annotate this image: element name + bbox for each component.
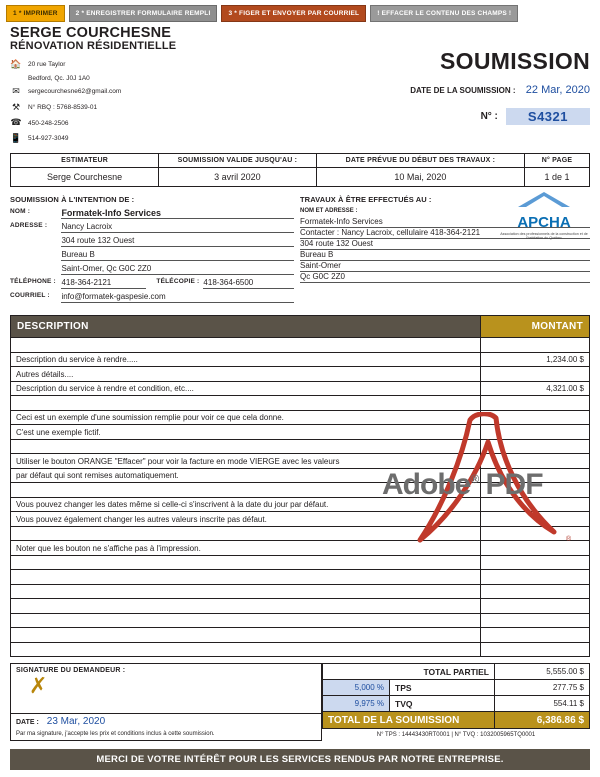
client-adresse-line2[interactable]: 304 route 132 Ouest <box>61 236 294 247</box>
item-amount[interactable] <box>481 555 590 570</box>
tvq-value: 554.11 $ <box>495 696 590 712</box>
item-amount[interactable] <box>481 541 590 556</box>
items-amount-header: MONTANT <box>481 315 590 338</box>
item-description[interactable] <box>11 555 481 570</box>
watermark-registered-mark: ® <box>470 472 479 486</box>
item-description[interactable]: Autres détails.... <box>11 367 481 382</box>
client-nom-row <box>10 207 294 221</box>
freeze-and-email-button[interactable]: 3 * FIGER ET ENVOYER PAR COURRIEL <box>221 5 366 22</box>
watermark-pdf-text: PDF <box>485 468 543 501</box>
client-adresse-row-2 <box>10 235 294 249</box>
item-amount[interactable] <box>481 628 590 643</box>
col-valid-until: SOUMISSION VALIDE JUSQU'AU : <box>159 153 317 167</box>
signature-block <box>10 663 322 741</box>
item-description[interactable] <box>11 439 481 454</box>
signature-mark[interactable]: ✗ <box>29 673 48 699</box>
submission-date-value[interactable]: 22 Mar, 2020 <box>525 84 590 96</box>
item-description[interactable] <box>11 599 481 614</box>
client-telecopie-value[interactable]: 418-364-6500 <box>203 278 294 289</box>
works-line-3[interactable]: 304 route 132 Ouest <box>300 239 590 250</box>
subtotal-value: 5,555.00 $ <box>495 664 590 680</box>
address-line1: 20 rue Taylor <box>28 60 66 68</box>
client-phone-row <box>10 277 294 291</box>
client-adresse-line4[interactable]: Saint-Omer, Qc G0C 2Z0 <box>61 264 294 275</box>
phone-value: 450-248-2506 <box>28 119 69 127</box>
works-line-4[interactable]: Bureau B <box>300 250 590 261</box>
item-amount[interactable] <box>481 425 590 440</box>
phone-icon: ☎ <box>10 117 22 128</box>
totals-block <box>322 663 590 741</box>
item-amount[interactable] <box>481 613 590 628</box>
item-amount[interactable] <box>481 497 590 512</box>
item-description[interactable] <box>11 613 481 628</box>
submission-date-row <box>290 84 590 96</box>
client-form <box>10 207 294 305</box>
table-row <box>11 613 590 628</box>
summary-table <box>10 153 590 187</box>
signature-date-value[interactable]: 23 Mar, 2020 <box>46 716 106 728</box>
item-description[interactable]: Vous pouvez changer les dates même si celle-ci s'inscrivent à la date du jour par défaut. <box>11 497 481 512</box>
works-line-6[interactable]: Qc G0C 2Z0 <box>300 272 590 283</box>
item-description[interactable]: Description du service à rendre et condition, etc.... <box>11 381 481 396</box>
roof-icon <box>517 191 571 209</box>
email-value[interactable]: sergecourchesne62@gmail.com <box>28 88 122 96</box>
tools-icon: ⚒ <box>11 101 21 112</box>
client-block <box>10 195 300 305</box>
item-amount[interactable] <box>481 526 590 541</box>
save-filled-form-button[interactable]: 2 * ENREGISTRER FORMULAIRE REMPLI <box>69 5 218 22</box>
signature-date-label: DATE : <box>16 719 39 727</box>
summary-value-row <box>11 167 590 186</box>
table-row <box>11 497 590 512</box>
table-row <box>11 555 590 570</box>
client-telecopie-label: TÉLÉCOPIE : <box>156 278 200 286</box>
item-amount[interactable] <box>481 570 590 585</box>
item-amount[interactable] <box>481 367 590 382</box>
item-description[interactable] <box>11 584 481 599</box>
client-nom-value[interactable]: Formatek-Info Services <box>61 208 294 219</box>
subtotal-row <box>323 664 590 680</box>
item-description[interactable]: Description du service à rendre..... <box>11 352 481 367</box>
apcha-logo-text: APCHA <box>517 213 571 231</box>
item-amount[interactable]: 1,234.00 $ <box>481 352 590 367</box>
item-amount[interactable] <box>481 468 590 483</box>
table-row <box>11 439 590 454</box>
clear-fields-button[interactable]: ! EFFACER LE CONTENU DES CHAMPS ! <box>370 5 518 22</box>
table-row <box>11 483 590 498</box>
item-description[interactable]: Vous pouvez également changer les autres valeurs inscrite pas défaut. <box>11 512 481 527</box>
item-description[interactable]: par défaut qui sont remises automatiquement. <box>11 468 481 483</box>
subtotal-label: TOTAL PARTIEL <box>323 664 495 680</box>
item-amount[interactable] <box>481 439 590 454</box>
table-row <box>11 454 590 469</box>
item-description[interactable] <box>11 338 481 353</box>
grand-total-label: TOTAL DE LA SOUMISSION <box>323 712 495 729</box>
registration-numbers: N° TPS : 14443430RT0001 | N° TVQ : 1032005965TQ0001 <box>376 732 536 739</box>
apcha-logo <box>498 191 590 241</box>
item-description[interactable]: Utiliser le bouton ORANGE "Effacer" pour voir la facture en mode VIERGE avec les valeurs <box>11 454 481 469</box>
item-description[interactable] <box>11 570 481 585</box>
table-row <box>11 526 590 541</box>
tvq-label: TVQ <box>390 696 495 712</box>
submission-number-row <box>290 108 590 125</box>
address-line2: Bedford, Qc. J0J 1A0 <box>28 74 90 82</box>
col-start-date: DATE PRÉVUE DU DÉBUT DES TRAVAUX : <box>316 153 524 167</box>
client-nom-label: NOM : <box>10 208 31 216</box>
value-estimateur[interactable]: Serge Courchesne <box>11 167 159 186</box>
item-amount[interactable] <box>481 338 590 353</box>
tps-rate[interactable]: 5,000 % <box>323 680 390 696</box>
table-row <box>11 512 590 527</box>
grand-total-value: 6,386.86 $ <box>495 712 590 729</box>
works-block <box>300 195 590 305</box>
table-row <box>11 468 590 483</box>
table-row <box>11 367 590 382</box>
mobile-value: 514-927-3049 <box>28 135 69 143</box>
table-row <box>11 425 590 440</box>
company-name-line1: SERGE COURCHESNE <box>10 25 172 41</box>
item-amount[interactable] <box>481 396 590 411</box>
submission-date-label: DATE DE LA SOUMISSION : <box>410 86 516 95</box>
client-section-title: SOUMISSION À L'INTENTION DE : <box>10 194 135 204</box>
value-start-date[interactable]: 10 Mai, 2020 <box>316 167 524 186</box>
works-section-title: TRAVAUX À ÊTRE EFFECTUÉS AU : <box>300 194 432 204</box>
totals-table <box>322 663 590 741</box>
client-adresse-row-3 <box>10 249 294 263</box>
item-description[interactable] <box>11 396 481 411</box>
client-telephone-value[interactable]: 418-364-2121 <box>61 278 145 289</box>
registration-row <box>323 729 590 741</box>
summary-header-row <box>11 153 590 167</box>
client-adresse-row-4 <box>10 263 294 277</box>
table-row <box>11 642 590 657</box>
client-adresse-line3[interactable]: Bureau B <box>61 250 294 261</box>
table-row <box>11 410 590 425</box>
signature-legal-text: Par ma signature, j'accepte les prix et conditions inclus à cette soumission. <box>16 731 215 738</box>
signature-date-row <box>11 713 321 729</box>
company-name-line2: RÉNOVATION RÉSIDENTIELLE <box>10 40 177 53</box>
client-telephone-label: TÉLÉPHONE : <box>10 278 56 286</box>
item-amount[interactable] <box>481 599 590 614</box>
action-toolbar <box>0 0 600 26</box>
swoosh-registered-mark: ® <box>566 536 572 543</box>
item-amount[interactable] <box>481 410 590 425</box>
item-amount[interactable] <box>481 584 590 599</box>
item-description[interactable]: C'est une exemple fictif. <box>11 425 481 440</box>
grand-total-row <box>323 712 590 729</box>
item-amount[interactable] <box>481 642 590 657</box>
tvq-rate[interactable]: 9,975 % <box>323 696 390 712</box>
items-table <box>10 315 590 658</box>
client-adresse-line1[interactable]: Nancy Lacroix <box>61 222 294 233</box>
bottom-section <box>10 663 590 741</box>
item-amount[interactable] <box>481 512 590 527</box>
submission-number-label: N° : <box>480 111 498 122</box>
table-row <box>11 396 590 411</box>
watermark-adobe-text: Adobe <box>382 468 471 501</box>
items-description-header: DESCRIPTION <box>11 315 481 338</box>
document-title: SOUMISSION <box>440 48 590 74</box>
item-description[interactable] <box>11 526 481 541</box>
client-adresse-row-1 <box>10 221 294 235</box>
table-row <box>11 338 590 353</box>
tps-label: TPS <box>390 680 495 696</box>
item-description[interactable] <box>11 628 481 643</box>
table-row <box>11 381 590 396</box>
client-email-row <box>10 291 294 305</box>
client-adresse-label-blank <box>10 235 61 249</box>
home-icon: 🏠 <box>10 58 22 69</box>
envelope-icon: ✉ <box>12 85 20 96</box>
table-row <box>11 584 590 599</box>
info-blocks <box>10 195 590 305</box>
col-page: N° PAGE <box>525 153 590 167</box>
document-body <box>0 153 600 742</box>
item-description[interactable]: Noter que les bouton ne s'affiche pas à l'impression. <box>11 541 481 556</box>
value-valid-until[interactable]: 3 avril 2020 <box>159 167 317 186</box>
item-description[interactable] <box>11 483 481 498</box>
client-adresse-label: ADRESSE : <box>10 222 48 230</box>
rbq-value: N° RBQ : 5768-8539-01 <box>28 103 98 111</box>
items-header-row <box>11 315 590 338</box>
signature-title: SIGNATURE DU DEMANDEUR : <box>16 667 126 675</box>
document-header <box>0 26 600 147</box>
tps-value: 277.75 $ <box>495 680 590 696</box>
works-line-2[interactable]: Contacter : Nancy Lacroix, cellulaire 418-364-2121 <box>300 228 590 239</box>
works-subtitle: NOM ET ADRESSE : <box>300 207 358 214</box>
mobile-phone-icon: 📱 <box>10 133 22 144</box>
items-body <box>11 338 590 657</box>
client-courriel-label: COURRIEL : <box>10 292 50 300</box>
tvq-row <box>323 696 590 712</box>
footer-message: MERCI DE VOTRE INTÉRÊT POUR LES SERVICES RENDUS PAR NOTRE ENTREPRISE. <box>10 749 590 770</box>
item-description[interactable] <box>11 642 481 657</box>
works-line-1[interactable]: Formatek-Info Services <box>300 217 590 228</box>
col-estimateur: ESTIMATEUR <box>11 153 159 167</box>
item-amount[interactable] <box>481 454 590 469</box>
table-row <box>11 352 590 367</box>
client-courriel-value[interactable]: info@formatek-gaspesie.com <box>61 292 294 303</box>
apcha-tagline: Association des professionnels de la construction et de l'habitation du Québec <box>500 231 588 241</box>
mobile-row <box>10 131 590 147</box>
table-row <box>11 541 590 556</box>
submission-number-value[interactable]: S4321 <box>506 108 590 125</box>
print-button[interactable]: 1 * IMPRIMER <box>6 5 65 22</box>
value-page: 1 de 1 <box>525 167 590 186</box>
table-row <box>11 599 590 614</box>
item-description[interactable]: Ceci est un exemple d'une soumission remplie pour voir ce que cela donne. <box>11 410 481 425</box>
tps-row <box>323 680 590 696</box>
item-amount[interactable] <box>481 483 590 498</box>
item-amount[interactable]: 4,321.00 $ <box>481 381 590 396</box>
table-row <box>11 628 590 643</box>
works-line-5[interactable]: Saint-Omer <box>300 261 590 272</box>
table-row <box>11 570 590 585</box>
